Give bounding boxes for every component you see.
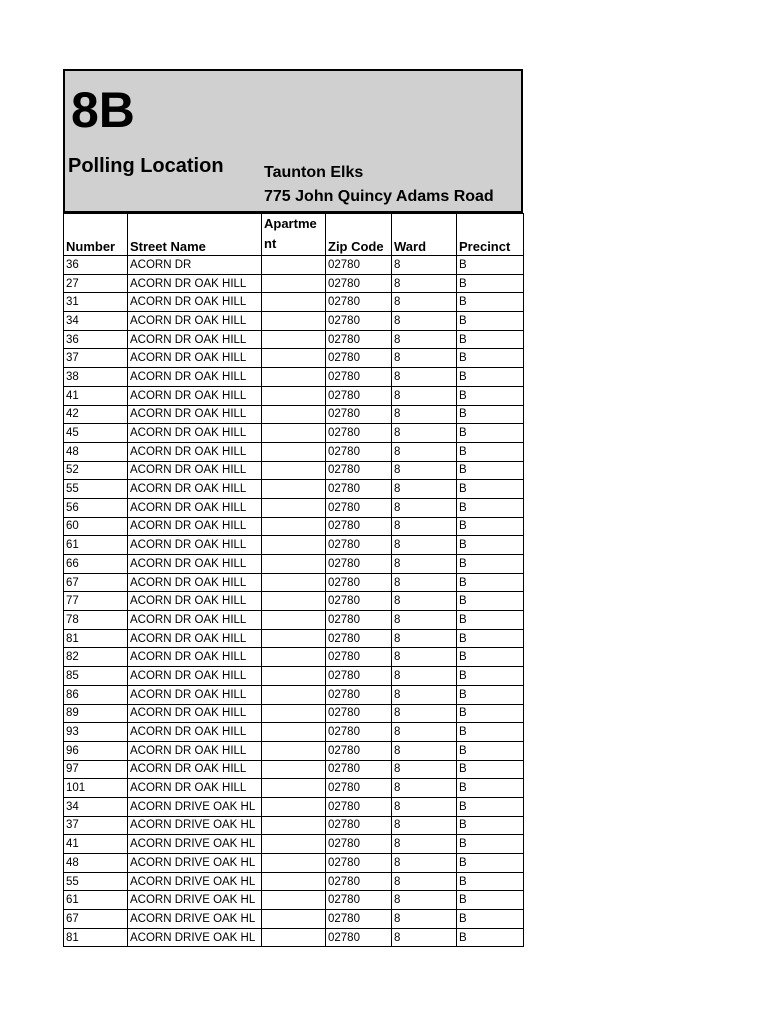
cell-street-name: ACORN DRIVE OAK HL — [128, 816, 262, 835]
table-row — [64, 704, 524, 723]
cell-apartment — [262, 442, 326, 461]
cell-apartment — [262, 704, 326, 723]
cell-apartment — [262, 256, 326, 275]
cell-precinct: B — [457, 910, 524, 929]
cell-zip-code: 02780 — [326, 797, 392, 816]
cell-zip-code: 02780 — [326, 386, 392, 405]
cell-apartment — [262, 555, 326, 574]
table-row — [64, 573, 524, 592]
table-row — [64, 872, 524, 891]
cell-zip-code: 02780 — [326, 592, 392, 611]
cell-street-name: ACORN DRIVE OAK HL — [128, 891, 262, 910]
cell-street-name: ACORN DR OAK HILL — [128, 312, 262, 331]
cell-ward: 8 — [392, 704, 457, 723]
cell-ward: 8 — [392, 312, 457, 331]
cell-street-name: ACORN DRIVE OAK HL — [128, 854, 262, 873]
table-row — [64, 629, 524, 648]
cell-precinct: B — [457, 816, 524, 835]
cell-zip-code: 02780 — [326, 573, 392, 592]
cell-street-name: ACORN DR OAK HILL — [128, 405, 262, 424]
cell-street-name: ACORN DR OAK HILL — [128, 349, 262, 368]
cell-apartment — [262, 573, 326, 592]
cell-precinct: B — [457, 891, 524, 910]
table-row — [64, 517, 524, 536]
cell-ward: 8 — [392, 555, 457, 574]
cell-street-name: ACORN DR OAK HILL — [128, 723, 262, 742]
cell-precinct: B — [457, 854, 524, 873]
cell-ward: 8 — [392, 872, 457, 891]
cell-apartment — [262, 685, 326, 704]
cell-number: 55 — [64, 872, 128, 891]
cell-number: 45 — [64, 424, 128, 443]
cell-apartment — [262, 760, 326, 779]
table-row — [64, 480, 524, 499]
cell-zip-code: 02780 — [326, 685, 392, 704]
cell-zip-code: 02780 — [326, 741, 392, 760]
cell-zip-code: 02780 — [326, 816, 392, 835]
cell-apartment — [262, 779, 326, 798]
cell-apartment — [262, 928, 326, 947]
cell-precinct: B — [457, 555, 524, 574]
cell-apartment — [262, 891, 326, 910]
cell-precinct: B — [457, 872, 524, 891]
cell-zip-code: 02780 — [326, 872, 392, 891]
cell-ward: 8 — [392, 256, 457, 275]
cell-street-name: ACORN DR OAK HILL — [128, 386, 262, 405]
table-row — [64, 854, 524, 873]
cell-ward: 8 — [392, 293, 457, 312]
cell-apartment — [262, 592, 326, 611]
cell-precinct: B — [457, 461, 524, 480]
cell-ward: 8 — [392, 386, 457, 405]
cell-precinct: B — [457, 797, 524, 816]
cell-precinct: B — [457, 573, 524, 592]
cell-street-name: ACORN DR — [128, 256, 262, 275]
cell-apartment — [262, 629, 326, 648]
cell-apartment — [262, 910, 326, 929]
table-row — [64, 536, 524, 555]
cell-street-name: ACORN DR OAK HILL — [128, 293, 262, 312]
cell-street-name: ACORN DR OAK HILL — [128, 685, 262, 704]
table-row — [64, 611, 524, 630]
cell-number: 67 — [64, 573, 128, 592]
cell-street-name: ACORN DR OAK HILL — [128, 424, 262, 443]
cell-street-name: ACORN DRIVE OAK HL — [128, 872, 262, 891]
column-header-ward: Ward — [392, 214, 457, 256]
cell-zip-code: 02780 — [326, 555, 392, 574]
column-header-precinct: Precinct — [457, 214, 524, 256]
cell-precinct: B — [457, 704, 524, 723]
cell-street-name: ACORN DRIVE OAK HL — [128, 910, 262, 929]
cell-ward: 8 — [392, 480, 457, 499]
table-row — [64, 349, 524, 368]
table-row — [64, 741, 524, 760]
cell-precinct: B — [457, 611, 524, 630]
column-header-number: Number — [64, 214, 128, 256]
table-row — [64, 835, 524, 854]
cell-street-name: ACORN DR OAK HILL — [128, 498, 262, 517]
cell-precinct: B — [457, 368, 524, 387]
cell-ward: 8 — [392, 685, 457, 704]
cell-street-name: ACORN DR OAK HILL — [128, 648, 262, 667]
table-row — [64, 442, 524, 461]
cell-precinct: B — [457, 779, 524, 798]
cell-number: 36 — [64, 256, 128, 275]
cell-zip-code: 02780 — [326, 835, 392, 854]
cell-apartment — [262, 517, 326, 536]
table-row — [64, 312, 524, 331]
cell-ward: 8 — [392, 779, 457, 798]
cell-zip-code: 02780 — [326, 330, 392, 349]
cell-number: 60 — [64, 517, 128, 536]
cell-number: 41 — [64, 386, 128, 405]
cell-number: 41 — [64, 835, 128, 854]
cell-zip-code: 02780 — [326, 928, 392, 947]
cell-ward: 8 — [392, 854, 457, 873]
cell-zip-code: 02780 — [326, 424, 392, 443]
cell-number: 82 — [64, 648, 128, 667]
table-row — [64, 685, 524, 704]
cell-street-name: ACORN DR OAK HILL — [128, 461, 262, 480]
cell-ward: 8 — [392, 648, 457, 667]
column-header-apartment: Apartment — [262, 214, 326, 256]
cell-number: 78 — [64, 611, 128, 630]
address-table — [63, 213, 524, 947]
table-row — [64, 368, 524, 387]
cell-street-name: ACORN DRIVE OAK HL — [128, 797, 262, 816]
cell-zip-code: 02780 — [326, 536, 392, 555]
venue-address: 775 John Quincy Adams Road — [264, 188, 494, 205]
table-row — [64, 891, 524, 910]
cell-ward: 8 — [392, 592, 457, 611]
cell-number: 36 — [64, 330, 128, 349]
cell-number: 31 — [64, 293, 128, 312]
cell-apartment — [262, 424, 326, 443]
cell-precinct: B — [457, 741, 524, 760]
cell-ward: 8 — [392, 536, 457, 555]
cell-precinct: B — [457, 256, 524, 275]
table-row — [64, 648, 524, 667]
cell-apartment — [262, 816, 326, 835]
cell-ward: 8 — [392, 573, 457, 592]
cell-ward: 8 — [392, 517, 457, 536]
cell-ward: 8 — [392, 910, 457, 929]
cell-ward: 8 — [392, 816, 457, 835]
cell-ward: 8 — [392, 928, 457, 947]
venue-name: Taunton Elks — [264, 164, 364, 181]
cell-apartment — [262, 741, 326, 760]
cell-ward: 8 — [392, 405, 457, 424]
cell-number: 37 — [64, 816, 128, 835]
cell-ward: 8 — [392, 330, 457, 349]
cell-zip-code: 02780 — [326, 611, 392, 630]
cell-street-name: ACORN DR OAK HILL — [128, 330, 262, 349]
cell-precinct: B — [457, 629, 524, 648]
cell-street-name: ACORN DR OAK HILL — [128, 274, 262, 293]
cell-ward: 8 — [392, 760, 457, 779]
cell-number: 93 — [64, 723, 128, 742]
cell-precinct: B — [457, 685, 524, 704]
cell-ward: 8 — [392, 274, 457, 293]
cell-number: 34 — [64, 312, 128, 331]
cell-apartment — [262, 293, 326, 312]
cell-zip-code: 02780 — [326, 498, 392, 517]
cell-number: 38 — [64, 368, 128, 387]
table-row — [64, 723, 524, 742]
cell-precinct: B — [457, 760, 524, 779]
cell-number: 56 — [64, 498, 128, 517]
cell-precinct: B — [457, 592, 524, 611]
cell-zip-code: 02780 — [326, 891, 392, 910]
cell-zip-code: 02780 — [326, 760, 392, 779]
cell-zip-code: 02780 — [326, 293, 392, 312]
cell-ward: 8 — [392, 349, 457, 368]
cell-street-name: ACORN DR OAK HILL — [128, 611, 262, 630]
cell-street-name: ACORN DR OAK HILL — [128, 779, 262, 798]
cell-street-name: ACORN DR OAK HILL — [128, 536, 262, 555]
cell-number: 101 — [64, 779, 128, 798]
table-row — [64, 424, 524, 443]
cell-number: 27 — [64, 274, 128, 293]
cell-ward: 8 — [392, 667, 457, 686]
cell-number: 85 — [64, 667, 128, 686]
table-row — [64, 293, 524, 312]
cell-precinct: B — [457, 723, 524, 742]
cell-zip-code: 02780 — [326, 667, 392, 686]
cell-apartment — [262, 386, 326, 405]
cell-number: 42 — [64, 405, 128, 424]
cell-number: 96 — [64, 741, 128, 760]
cell-apartment — [262, 405, 326, 424]
cell-precinct: B — [457, 835, 524, 854]
cell-ward: 8 — [392, 891, 457, 910]
table-row — [64, 330, 524, 349]
cell-street-name: ACORN DR OAK HILL — [128, 517, 262, 536]
cell-precinct: B — [457, 498, 524, 517]
cell-ward: 8 — [392, 461, 457, 480]
table-row — [64, 760, 524, 779]
table-row — [64, 797, 524, 816]
cell-street-name: ACORN DR OAK HILL — [128, 704, 262, 723]
cell-ward: 8 — [392, 723, 457, 742]
cell-apartment — [262, 368, 326, 387]
cell-number: 67 — [64, 910, 128, 929]
cell-ward: 8 — [392, 611, 457, 630]
cell-precinct: B — [457, 536, 524, 555]
cell-number: 48 — [64, 854, 128, 873]
cell-ward: 8 — [392, 797, 457, 816]
cell-street-name: ACORN DR OAK HILL — [128, 442, 262, 461]
cell-street-name: ACORN DR OAK HILL — [128, 741, 262, 760]
cell-apartment — [262, 536, 326, 555]
cell-precinct: B — [457, 648, 524, 667]
cell-precinct: B — [457, 667, 524, 686]
cell-zip-code: 02780 — [326, 517, 392, 536]
table-row — [64, 405, 524, 424]
table-row — [64, 498, 524, 517]
cell-street-name: ACORN DR OAK HILL — [128, 573, 262, 592]
cell-precinct: B — [457, 442, 524, 461]
cell-apartment — [262, 461, 326, 480]
table-row — [64, 667, 524, 686]
cell-apartment — [262, 797, 326, 816]
column-header-street-name: Street Name — [128, 214, 262, 256]
cell-zip-code: 02780 — [326, 854, 392, 873]
cell-precinct: B — [457, 405, 524, 424]
cell-apartment — [262, 480, 326, 499]
table-row — [64, 256, 524, 275]
cell-apartment — [262, 872, 326, 891]
cell-zip-code: 02780 — [326, 442, 392, 461]
cell-number: 55 — [64, 480, 128, 499]
cell-number: 34 — [64, 797, 128, 816]
cell-zip-code: 02780 — [326, 405, 392, 424]
cell-apartment — [262, 611, 326, 630]
cell-number: 77 — [64, 592, 128, 611]
cell-precinct: B — [457, 517, 524, 536]
cell-zip-code: 02780 — [326, 704, 392, 723]
table-row — [64, 461, 524, 480]
cell-precinct: B — [457, 928, 524, 947]
cell-apartment — [262, 723, 326, 742]
cell-zip-code: 02780 — [326, 274, 392, 293]
table-row — [64, 386, 524, 405]
table-row — [64, 910, 524, 929]
precinct-sheet — [63, 69, 523, 947]
cell-street-name: ACORN DR OAK HILL — [128, 555, 262, 574]
cell-apartment — [262, 274, 326, 293]
cell-number: 86 — [64, 685, 128, 704]
cell-apartment — [262, 498, 326, 517]
cell-street-name: ACORN DR OAK HILL — [128, 629, 262, 648]
cell-ward: 8 — [392, 835, 457, 854]
column-header-zip-code: Zip Code — [326, 214, 392, 256]
cell-ward: 8 — [392, 629, 457, 648]
cell-number: 52 — [64, 461, 128, 480]
cell-ward: 8 — [392, 498, 457, 517]
cell-apartment — [262, 854, 326, 873]
cell-zip-code: 02780 — [326, 629, 392, 648]
table-row — [64, 779, 524, 798]
cell-number: 37 — [64, 349, 128, 368]
cell-apartment — [262, 349, 326, 368]
table-header-row — [64, 214, 524, 256]
cell-zip-code: 02780 — [326, 461, 392, 480]
cell-number: 97 — [64, 760, 128, 779]
precinct-code: 8B — [71, 82, 135, 138]
cell-apartment — [262, 312, 326, 331]
cell-ward: 8 — [392, 368, 457, 387]
cell-apartment — [262, 648, 326, 667]
cell-zip-code: 02780 — [326, 910, 392, 929]
cell-number: 81 — [64, 629, 128, 648]
cell-zip-code: 02780 — [326, 723, 392, 742]
cell-zip-code: 02780 — [326, 312, 392, 331]
cell-precinct: B — [457, 386, 524, 405]
cell-precinct: B — [457, 293, 524, 312]
cell-number: 89 — [64, 704, 128, 723]
cell-street-name: ACORN DR OAK HILL — [128, 760, 262, 779]
header-box — [63, 69, 523, 213]
cell-street-name: ACORN DR OAK HILL — [128, 667, 262, 686]
cell-number: 48 — [64, 442, 128, 461]
cell-zip-code: 02780 — [326, 368, 392, 387]
cell-number: 61 — [64, 536, 128, 555]
cell-street-name: ACORN DRIVE OAK HL — [128, 928, 262, 947]
cell-precinct: B — [457, 424, 524, 443]
table-row — [64, 928, 524, 947]
cell-number: 66 — [64, 555, 128, 574]
cell-zip-code: 02780 — [326, 349, 392, 368]
cell-zip-code: 02780 — [326, 480, 392, 499]
polling-location-label: Polling Location — [68, 155, 224, 177]
cell-ward: 8 — [392, 741, 457, 760]
cell-apartment — [262, 330, 326, 349]
table-row — [64, 592, 524, 611]
cell-street-name: ACORN DR OAK HILL — [128, 368, 262, 387]
cell-apartment — [262, 667, 326, 686]
cell-zip-code: 02780 — [326, 256, 392, 275]
cell-precinct: B — [457, 330, 524, 349]
cell-precinct: B — [457, 480, 524, 499]
cell-ward: 8 — [392, 424, 457, 443]
cell-number: 61 — [64, 891, 128, 910]
cell-number: 81 — [64, 928, 128, 947]
cell-precinct: B — [457, 274, 524, 293]
table-row — [64, 816, 524, 835]
cell-apartment — [262, 835, 326, 854]
cell-zip-code: 02780 — [326, 648, 392, 667]
table-row — [64, 274, 524, 293]
cell-street-name: ACORN DRIVE OAK HL — [128, 835, 262, 854]
address-table-body — [64, 256, 524, 947]
table-row — [64, 555, 524, 574]
cell-zip-code: 02780 — [326, 779, 392, 798]
cell-street-name: ACORN DR OAK HILL — [128, 480, 262, 499]
cell-ward: 8 — [392, 442, 457, 461]
cell-precinct: B — [457, 349, 524, 368]
cell-street-name: ACORN DR OAK HILL — [128, 592, 262, 611]
cell-precinct: B — [457, 312, 524, 331]
